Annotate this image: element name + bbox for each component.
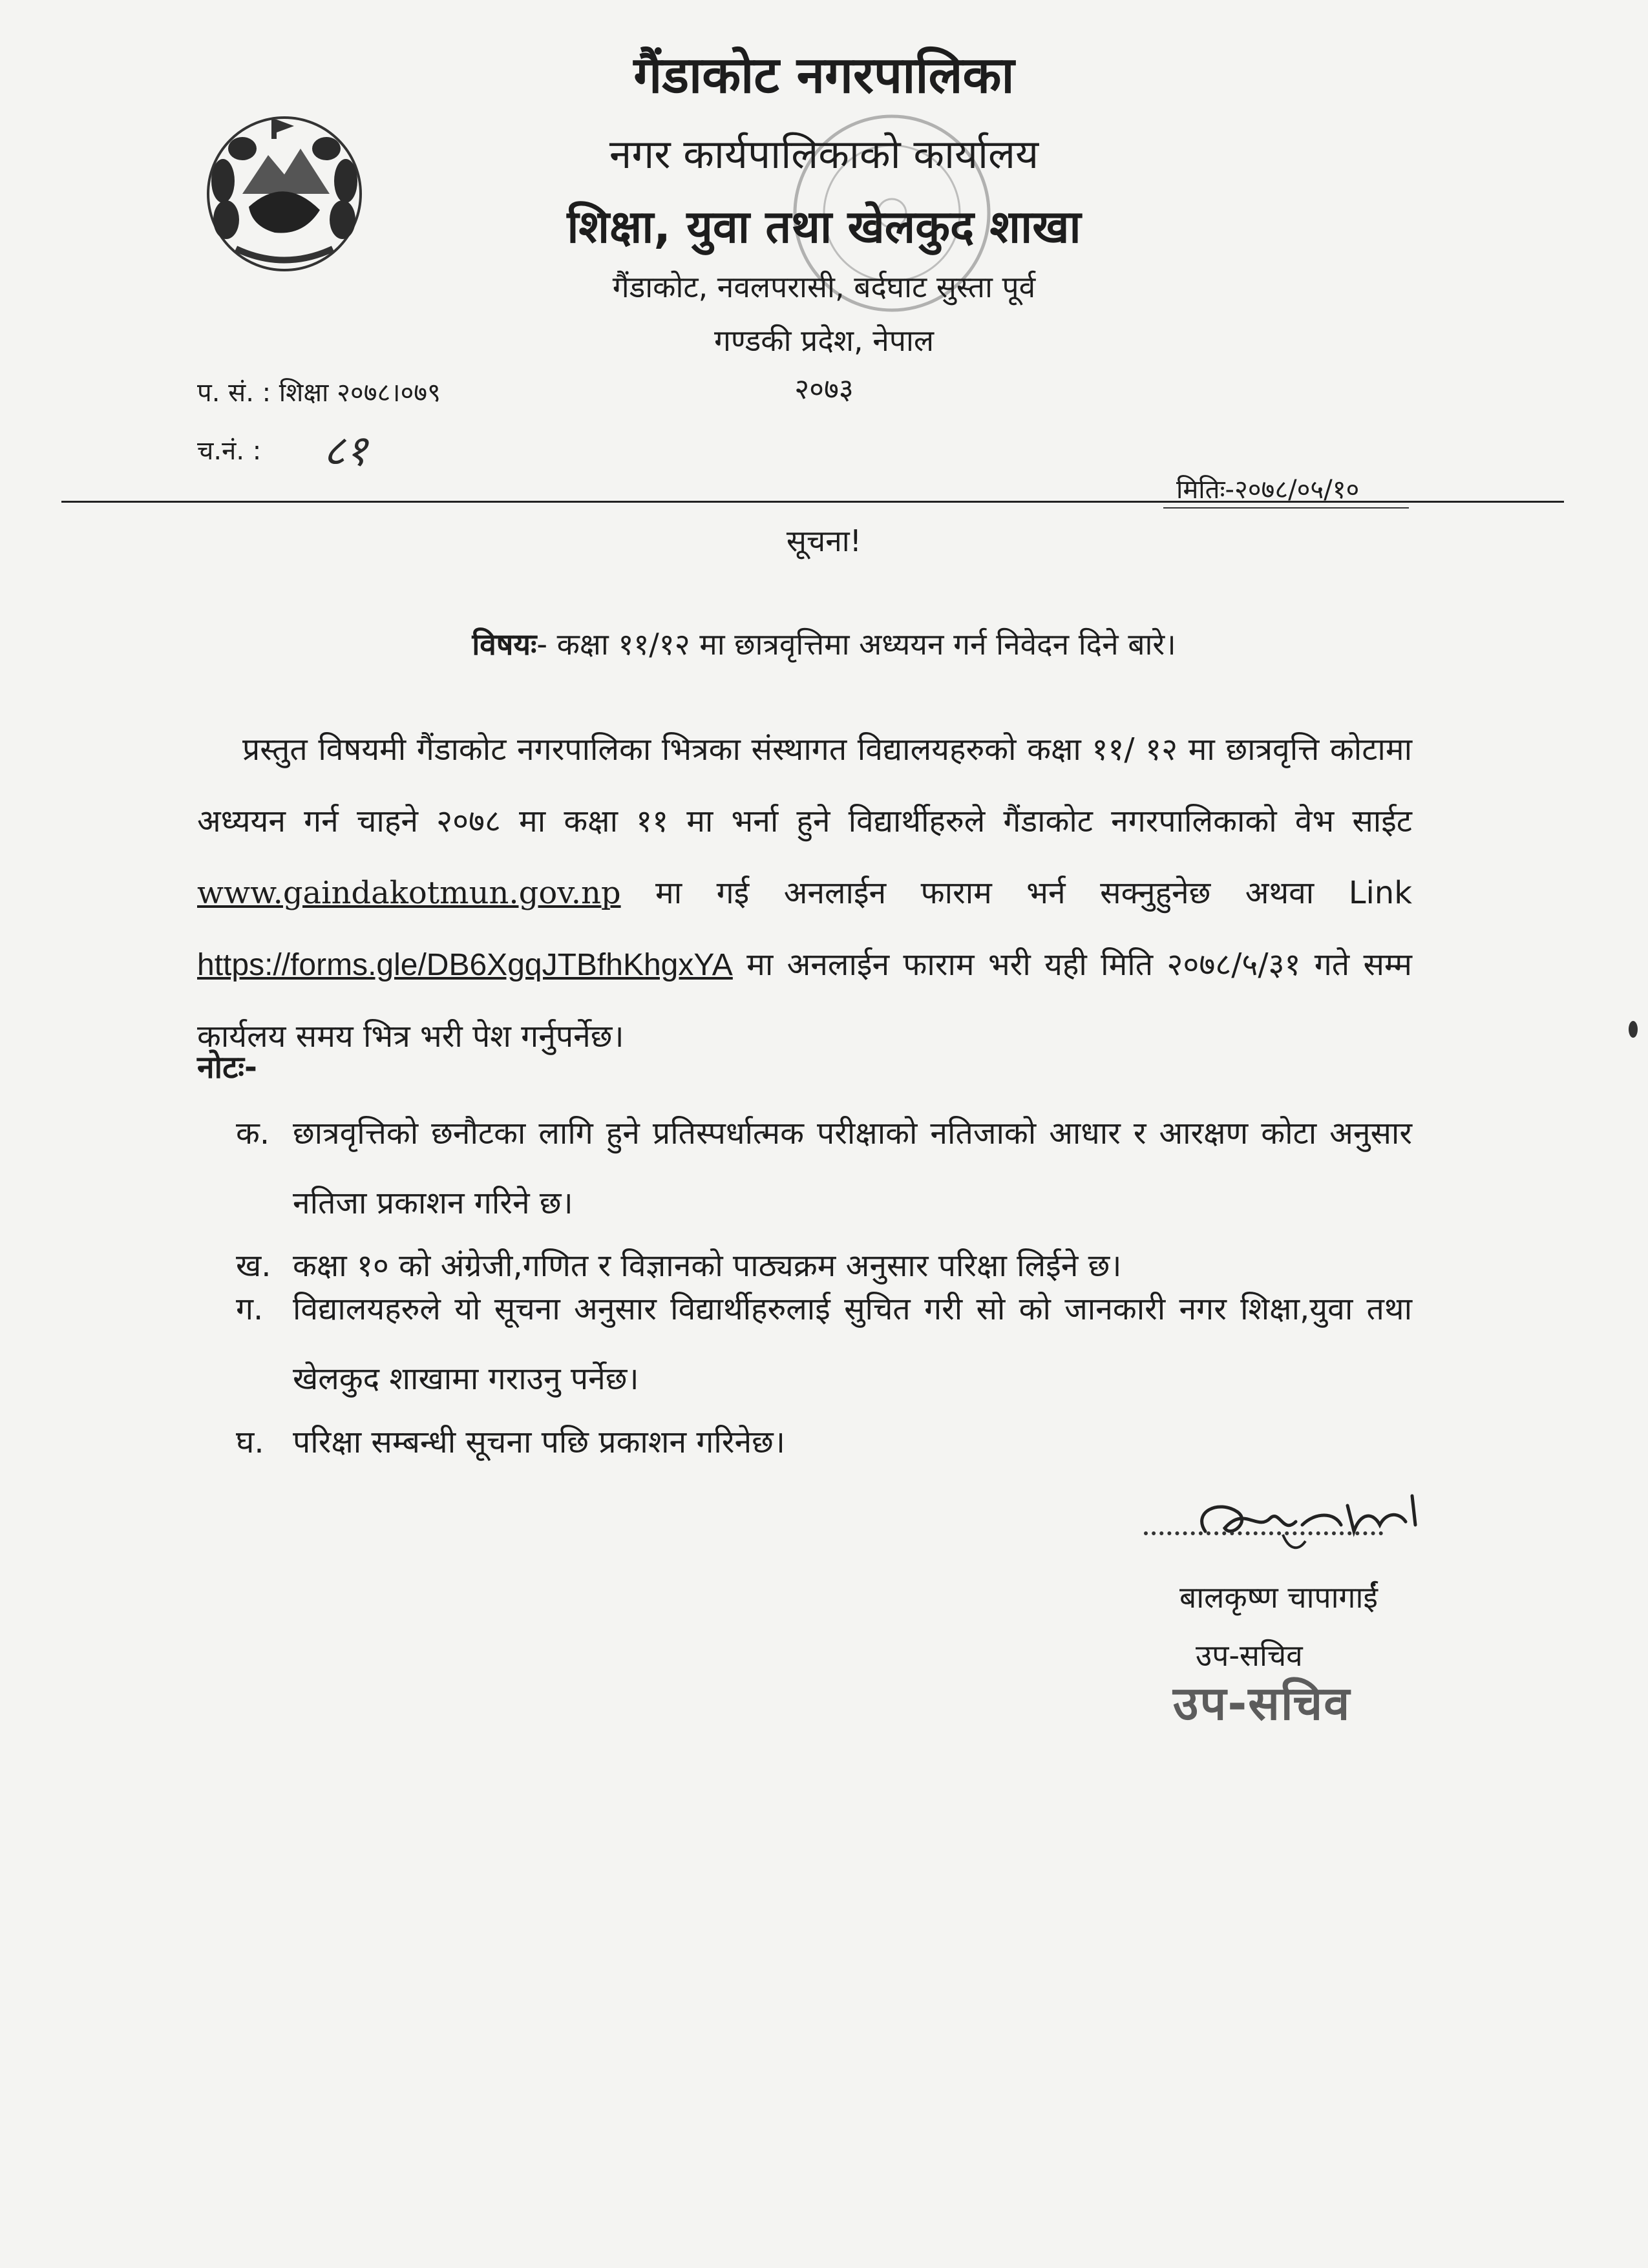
office-name: नगर कार्यपालिकाको कार्यालय — [609, 131, 1039, 178]
signer-title: उप-सचिव — [1196, 1638, 1303, 1673]
established-year: २०७३ — [794, 373, 854, 406]
note-item — [236, 1098, 1412, 1238]
note-text: कक्षा १० को अंग्रेजी,गणित र विज्ञानको पाठ्यक्रम अनुसार परिक्षा लिईने छ। — [293, 1248, 1122, 1284]
branch-name: शिक्षा, युवा तथा खेलकुद शाखा — [567, 200, 1081, 253]
date-underline — [1163, 507, 1409, 509]
letter-date: मितिः-२०७८/०५/१० — [1176, 475, 1360, 505]
note-marker: घ. — [236, 1424, 264, 1460]
designation-stamp: उप-सचिव — [1173, 1676, 1351, 1730]
note-item — [236, 1274, 1412, 1414]
subject-label: विषयः — [472, 627, 537, 662]
note-marker: ख. — [236, 1248, 271, 1284]
reference-number: प. सं. : शिक्षा २०७८।०७९ — [197, 378, 441, 408]
dispatch-number: ८१ — [323, 426, 368, 476]
header-divider — [61, 501, 1564, 503]
note-text: परिक्षा सम्बन्धी सूचना पछि प्रकाशन गरिनेछ। — [293, 1424, 785, 1460]
note-text: विद्यालयहरुले यो सूचना अनुसार विद्यार्थीहरुलाई सुचित गरी सो को जानकारी नगर शिक्षा,युवा तथा खेलकुद शाखामा गराउनु पर्नेछ। — [293, 1291, 1412, 1397]
province-line: गण्डकी प्रदेश, नेपाल — [713, 323, 935, 358]
signature-dotted-line — [1144, 1531, 1383, 1535]
note-text: छात्रवृत्तिको छनौटका लागि हुने प्रतिस्पर्धात्मक परीक्षाको नतिजाको आधार र आरक्षण कोटा अनुसार नतिजा प्रकाशन गरिने छ। — [293, 1115, 1412, 1221]
form-link[interactable]: https://forms.gle/DB6XgqJTBfhKhgxYA — [197, 948, 733, 982]
notice-body — [197, 714, 1412, 1073]
body-text-part3: मा अनलाईन फाराम भरी यही मिति २०७८/५/३१ गते सम्म कार्यलय समय भित्र भरी पेश गर्नुपर्नेछ। — [197, 947, 1412, 1055]
note-marker: क. — [236, 1115, 270, 1151]
subject-text: - कक्षा ११/१२ मा छात्रवृत्तिमा अध्ययन गर्न निवेदन दिने बारे। — [536, 627, 1176, 662]
body-text-part1: प्रस्तुत विषयमी गैंडाकोट नगरपालिका भित्रका संस्थागत विद्यालयहरुको कक्षा ११/ १२ मा छात्रवृत्ति कोटामा अध्ययन गर्न चाहने २०७८ मा कक्षा ११ मा भर्ना हुने विद्यार्थीहरुले गैंडाकोट नगरपालिकाको वेभ साईट — [197, 731, 1412, 839]
subject-line — [0, 624, 1648, 664]
handwritten-signature — [1186, 1486, 1431, 1557]
notice-title: सूचना! — [786, 523, 862, 558]
dispatch-number-label: च.नं. : — [197, 436, 262, 466]
signer-name: बालकृष्ण चापागाईं — [1179, 1580, 1378, 1615]
note-item — [236, 1407, 1412, 1477]
notes-heading: नोटः- — [197, 1049, 257, 1086]
organization-name: गैंडाकोट नगरपालिका — [633, 47, 1015, 105]
note-marker: ग. — [236, 1291, 264, 1327]
office-address: गैंडाकोट, नवलपरासी, बर्दघाट सुस्ता पूर्व — [612, 269, 1036, 304]
ink-speck — [1629, 1021, 1638, 1038]
website-link[interactable]: www.gaindakotmun.gov.np — [197, 875, 621, 911]
body-text-part2: मा गई अनलाईन फाराम भर्न सक्नुहुनेछ अथवा Link — [620, 875, 1412, 911]
nepal-emblem-icon — [197, 97, 372, 284]
